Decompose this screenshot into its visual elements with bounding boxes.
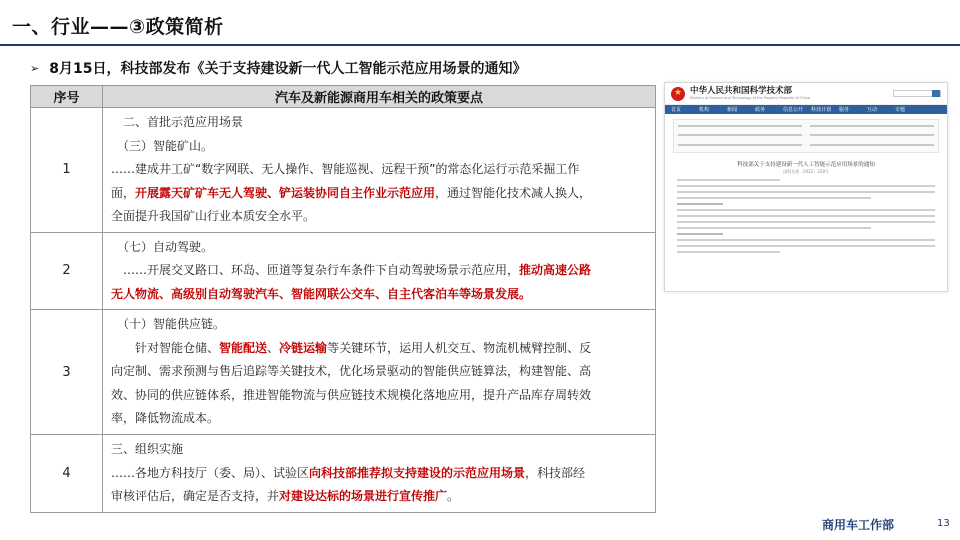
- table-row: [31, 108, 656, 233]
- nav-item: 信息公开: [783, 107, 804, 113]
- row-content: [103, 232, 656, 310]
- nav-item: 科技计划: [811, 107, 832, 113]
- text-segment: 等关键环节，运用人机交互、物流机械臂控制、反: [327, 340, 592, 355]
- text-segment: 审核评估后，确定是否支持，并: [111, 489, 280, 503]
- department-label: 商用车工作部: [822, 518, 895, 532]
- text-segment: 全面提升我国矿山行业本质安全水平。: [111, 209, 316, 223]
- nav-item: 互动: [867, 107, 878, 113]
- table-row: [31, 435, 656, 513]
- text-line: [111, 438, 647, 462]
- text-line: [111, 384, 647, 408]
- document-title: 科技部关于支持建设新一代人工智能示范应用场景的通知: [737, 162, 875, 168]
- document-number: 国科发规〔2022〕228号: [783, 169, 829, 174]
- text-segment: 针对智能仓储、: [135, 340, 220, 355]
- text-line: [111, 360, 647, 384]
- text-line: [111, 485, 647, 509]
- table-header-row: [31, 86, 656, 108]
- nav-item: 政务: [755, 107, 766, 113]
- text-segment: 面，: [111, 185, 136, 200]
- header-cell-number: 序号: [31, 86, 103, 108]
- row-number: 4: [31, 435, 103, 513]
- document-meta-box: [673, 119, 939, 153]
- text-segment: ，通过智能化技术减人换人，: [435, 185, 592, 200]
- highlighted-text: 开展露天矿矿车无人驾驶、铲运装协同自主作业示范应用: [135, 185, 436, 200]
- nav-item: 专题: [895, 107, 906, 113]
- text-line: [111, 135, 647, 159]
- table-row: [31, 310, 656, 435]
- row-number: 1: [31, 108, 103, 233]
- subtitle-text: 8月15日，科技部发布《关于支持建设新一代人工智能示范应用场景的通知》: [49, 61, 527, 77]
- text-segment: （七）自动驾驶。: [117, 239, 214, 254]
- nav-item: 首页: [671, 107, 682, 113]
- text-line: [111, 205, 647, 229]
- highlighted-text: 向科技部推荐拟支持建设的示范应用场景: [309, 465, 526, 480]
- header-cell-points: 汽车及新能源商用车相关的政策要点: [103, 86, 656, 108]
- text-line: [111, 313, 647, 337]
- text-segment: 二、首批示范应用场景: [123, 115, 244, 129]
- text-line: [111, 236, 647, 260]
- text-line: [111, 337, 647, 361]
- nav-item: 服务: [839, 107, 850, 113]
- highlighted-text: 对建设达标的场景进行宣传推广: [279, 489, 448, 503]
- title-divider: [0, 44, 960, 46]
- text-line: [111, 158, 647, 182]
- highlighted-text: 推动高速公路: [519, 263, 592, 277]
- text-line: [111, 111, 647, 135]
- policy-table: [30, 85, 656, 513]
- arrow-bullet-icon: ➢: [30, 61, 40, 75]
- text-line: [111, 182, 647, 206]
- table-row: [31, 232, 656, 310]
- text-segment: 效、协同的供应链体系，推进智能物流与供应链技术规模化落地应用，提升产品库存周转效: [111, 387, 592, 402]
- text-segment: （十）智能供应链。: [117, 317, 226, 331]
- ministry-name-cn: 中华人民共和国科学技术部: [690, 86, 793, 96]
- text-line: [111, 259, 647, 283]
- row-number: 2: [31, 232, 103, 310]
- highlighted-text: 冷链运输: [279, 340, 328, 355]
- text-segment: ……建成井工矿“数字网联、无人操作、智能巡视、远程干预”的常态化运行示范采掘工作: [111, 162, 580, 176]
- nav-item: 机构: [699, 107, 710, 113]
- text-line: [111, 283, 647, 307]
- text-segment: 三、组织实施: [111, 442, 184, 456]
- ministry-name-en: Ministry of Science and Technology of the People's Republic of China: [690, 96, 811, 100]
- text-segment: 向定制、需求预测与售后追踪等关键技术，优化场景驱动的智能供应链算法，构建智能、高: [111, 364, 592, 378]
- site-nav: [665, 105, 947, 114]
- row-content: [103, 310, 656, 435]
- text-segment: ……开展交叉路口、环岛、匝道等复杂行车条件下自动驾驶场景示范应用，: [123, 263, 520, 277]
- search-box: [893, 90, 941, 97]
- text-segment: （三）智能矿山。: [117, 138, 214, 153]
- text-line: [111, 407, 647, 431]
- row-number: 3: [31, 310, 103, 435]
- highlighted-text: 智能配送: [219, 340, 268, 355]
- page-number: 13: [937, 518, 950, 529]
- text-line: [111, 462, 647, 486]
- text-segment: ，科技部经: [525, 465, 586, 480]
- notice-screenshot: [664, 82, 948, 292]
- highlighted-text: 无人物流、高级别自动驾驶汽车、智能网联公交车、自主代客泊车等场景发展。: [111, 286, 532, 301]
- text-segment: 、: [267, 340, 280, 355]
- nav-item: 新闻: [727, 107, 738, 113]
- text-segment: 。: [447, 489, 460, 503]
- ministry-site-header: [665, 83, 947, 105]
- text-segment: ……各地方科技厅（委、局）、试验区: [111, 465, 310, 480]
- row-content: [103, 435, 656, 513]
- subtitle: [30, 58, 526, 78]
- national-emblem-icon: ★: [671, 87, 685, 101]
- document-body: [677, 161, 935, 253]
- ministry-logo: [690, 86, 810, 101]
- search-icon: [932, 90, 940, 97]
- text-segment: 率，降低物流成本。: [111, 411, 220, 425]
- page-title: 一、行业——③政策简析: [12, 16, 224, 38]
- row-content: [103, 108, 656, 233]
